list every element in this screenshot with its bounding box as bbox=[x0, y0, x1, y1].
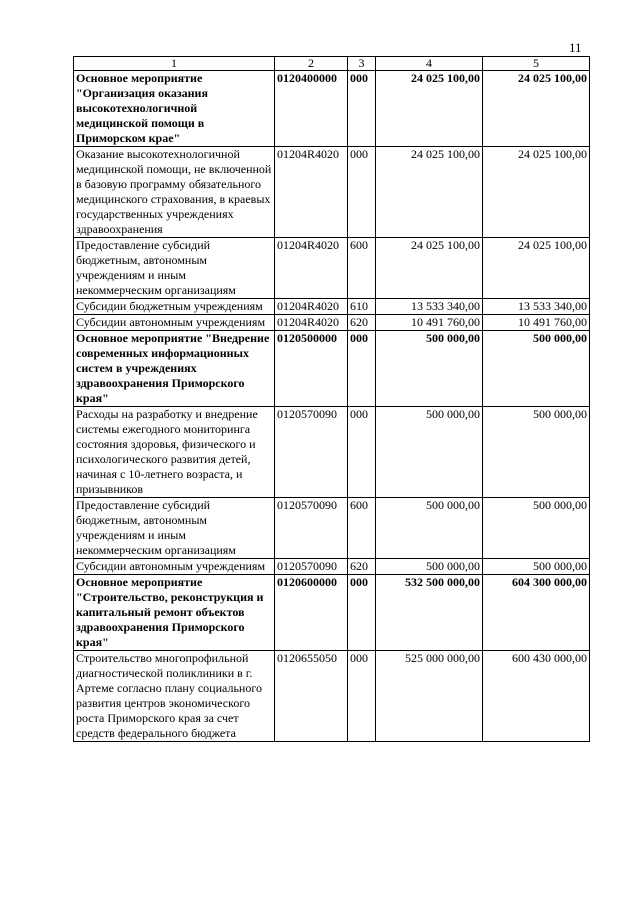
row-value-col5-cell: 10 491 760,00 bbox=[483, 315, 590, 331]
row-value-col5-cell: 500 000,00 bbox=[483, 559, 590, 575]
row-type-cell: 620 bbox=[348, 315, 376, 331]
row-value-col5-cell: 24 025 100,00 bbox=[483, 238, 590, 299]
header-cell-3: 3 bbox=[348, 57, 376, 71]
row-code-cell: 01204R4020 bbox=[275, 238, 348, 299]
row-name-cell: Субсидии автономным учреждениям bbox=[74, 315, 275, 331]
row-type-cell: 000 bbox=[348, 651, 376, 742]
row-name-cell: Субсидии бюджетным учреждениям bbox=[74, 299, 275, 315]
table-row bbox=[74, 238, 590, 299]
row-type-cell: 000 bbox=[348, 575, 376, 651]
row-name-cell: Оказание высокотехнологичной медицинской помощи, не включенной в базовую программу обязательного медицинского страхования, в краевых государственных учреждениях здравоохранения bbox=[74, 147, 275, 238]
row-value-col4-cell: 500 000,00 bbox=[376, 559, 483, 575]
header-cell-4: 4 bbox=[376, 57, 483, 71]
row-type-cell: 000 bbox=[348, 407, 376, 498]
row-value-col5-cell: 13 533 340,00 bbox=[483, 299, 590, 315]
row-code-cell: 0120570090 bbox=[275, 498, 348, 559]
header-cell-1: 1 bbox=[74, 57, 275, 71]
row-name-cell: Основное мероприятие "Внедрение современных информационных систем в учреждениях здравоохранения Приморского края" bbox=[74, 331, 275, 407]
row-value-col4-cell: 532 500 000,00 bbox=[376, 575, 483, 651]
row-type-cell: 000 bbox=[348, 71, 376, 147]
row-code-cell: 0120570090 bbox=[275, 407, 348, 498]
row-value-col5-cell: 600 430 000,00 bbox=[483, 651, 590, 742]
header-row bbox=[74, 57, 590, 71]
row-name-cell: Расходы на разработку и внедрение системы ежегодного мониторинга состояния здоровья, физического и психологического развития детей, начиная с 10-летнего возраста, и призывников bbox=[74, 407, 275, 498]
table-row bbox=[74, 651, 590, 742]
row-type-cell: 600 bbox=[348, 498, 376, 559]
row-name-cell: Основное мероприятие "Организация оказания высокотехнологичной медицинской помощи в Приморском крае" bbox=[74, 71, 275, 147]
table-row bbox=[74, 559, 590, 575]
row-code-cell: 01204R4020 bbox=[275, 147, 348, 238]
row-code-cell: 0120400000 bbox=[275, 71, 348, 147]
row-value-col5-cell: 500 000,00 bbox=[483, 498, 590, 559]
row-value-col5-cell: 500 000,00 bbox=[483, 331, 590, 407]
row-code-cell: 0120655050 bbox=[275, 651, 348, 742]
budget-table bbox=[73, 56, 590, 742]
table-row bbox=[74, 407, 590, 498]
header-cell-2: 2 bbox=[275, 57, 348, 71]
row-name-cell: Субсидии автономным учреждениям bbox=[74, 559, 275, 575]
row-value-col4-cell: 500 000,00 bbox=[376, 498, 483, 559]
row-value-col4-cell: 500 000,00 bbox=[376, 331, 483, 407]
row-type-cell: 620 bbox=[348, 559, 376, 575]
row-code-cell: 01204R4020 bbox=[275, 299, 348, 315]
row-code-cell: 0120600000 bbox=[275, 575, 348, 651]
row-type-cell: 610 bbox=[348, 299, 376, 315]
row-code-cell: 0120570090 bbox=[275, 559, 348, 575]
row-name-cell: Предоставление субсидий бюджетным, автономным учреждениям и иным некоммерческим организациям bbox=[74, 238, 275, 299]
row-value-col4-cell: 24 025 100,00 bbox=[376, 238, 483, 299]
row-name-cell: Строительство многопрофильной диагностической поликлиники в г. Артеме согласно плану социального развития центров экономического роста Приморского края за счет средств федерального бюджета bbox=[74, 651, 275, 742]
table-row bbox=[74, 299, 590, 315]
row-value-col4-cell: 13 533 340,00 bbox=[376, 299, 483, 315]
row-value-col4-cell: 500 000,00 bbox=[376, 407, 483, 498]
table-row bbox=[74, 498, 590, 559]
row-type-cell: 000 bbox=[348, 331, 376, 407]
page-number: 11 bbox=[569, 40, 582, 55]
row-value-col5-cell: 24 025 100,00 bbox=[483, 147, 590, 238]
row-value-col4-cell: 525 000 000,00 bbox=[376, 651, 483, 742]
header-cell-5: 5 bbox=[483, 57, 590, 71]
row-value-col4-cell: 10 491 760,00 bbox=[376, 315, 483, 331]
row-name-cell: Предоставление субсидий бюджетным, автономным учреждениям и иным некоммерческим организациям bbox=[74, 498, 275, 559]
row-value-col4-cell: 24 025 100,00 bbox=[376, 71, 483, 147]
row-name-cell: Основное мероприятие "Строительство, реконструкция и капитальный ремонт объектов здравоохранения Приморского края" bbox=[74, 575, 275, 651]
row-value-col5-cell: 24 025 100,00 bbox=[483, 71, 590, 147]
table-row bbox=[74, 575, 590, 651]
row-code-cell: 0120500000 bbox=[275, 331, 348, 407]
row-value-col4-cell: 24 025 100,00 bbox=[376, 147, 483, 238]
row-type-cell: 000 bbox=[348, 147, 376, 238]
table-row bbox=[74, 71, 590, 147]
row-code-cell: 01204R4020 bbox=[275, 315, 348, 331]
row-value-col5-cell: 604 300 000,00 bbox=[483, 575, 590, 651]
table-row bbox=[74, 147, 590, 238]
table-row bbox=[74, 331, 590, 407]
row-value-col5-cell: 500 000,00 bbox=[483, 407, 590, 498]
table-row bbox=[74, 315, 590, 331]
table-body bbox=[74, 71, 590, 742]
row-type-cell: 600 bbox=[348, 238, 376, 299]
